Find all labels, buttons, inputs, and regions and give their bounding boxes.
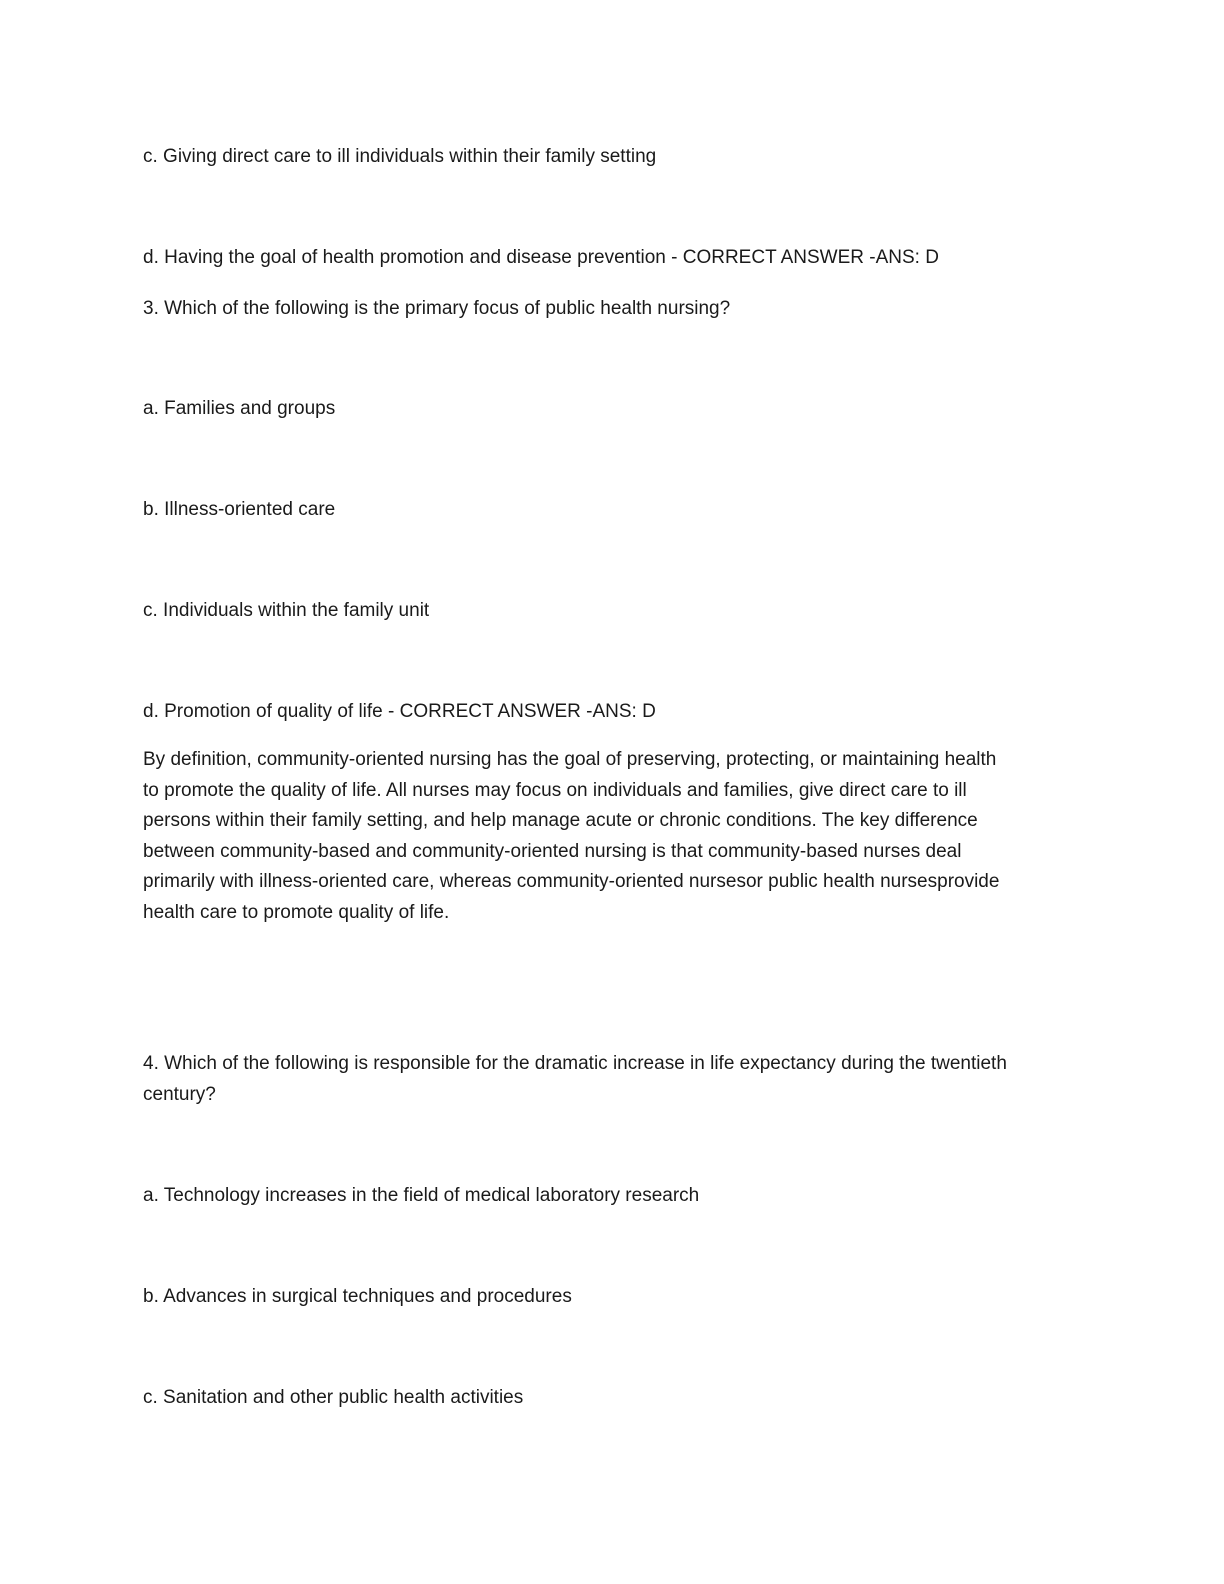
- rationale-line: to promote the quality of life. All nurses may focus on individuals and families, give direct care to ill: [143, 779, 967, 801]
- rationale-line: By definition, community-oriented nursing has the goal of preserving, protecting, or maintaining health: [143, 749, 997, 770]
- q3-option-c: c. Individuals within the family unit: [143, 600, 430, 621]
- q2-option-c: c. Giving direct care to ill individuals within their family setting: [143, 146, 657, 167]
- rationale-line: between community-based and community-oriented nursing is that community-based nurses deal: [143, 840, 962, 862]
- q3-rationale: [143, 745, 1083, 929]
- q4-option-b: b. Advances in surgical techniques and procedures: [143, 1286, 572, 1307]
- q4-option-c: c. Sanitation and other public health activities: [143, 1387, 524, 1408]
- q4-option-a: a. Technology increases in the field of medical laboratory research: [143, 1185, 700, 1206]
- rationale-line: persons within their family setting, and help manage acute or chronic conditions. The key difference: [143, 810, 978, 832]
- q4-question: [143, 1049, 1083, 1110]
- q3-option-b: b. Illness-oriented care: [143, 499, 336, 520]
- q2-option-d-answer: d. Having the goal of health promotion and disease prevention - CORRECT ANSWER -ANS: D: [143, 247, 939, 268]
- q4-question-line: 4. Which of the following is responsible for the dramatic increase in life expectancy during the twentieth: [143, 1053, 1007, 1074]
- q3-question: 3. Which of the following is the primary focus of public health nursing?: [143, 298, 731, 319]
- q3-option-d-answer: d. Promotion of quality of life - CORRECT ANSWER -ANS: D: [143, 701, 656, 722]
- rationale-line: health care to promote quality of life.: [143, 901, 450, 923]
- rationale-line: primarily with illness-oriented care, whereas community-oriented nursesor public health nursesprovide: [143, 871, 1000, 893]
- q4-question-line: century?: [143, 1083, 216, 1105]
- q3-option-a: a. Families and groups: [143, 398, 336, 419]
